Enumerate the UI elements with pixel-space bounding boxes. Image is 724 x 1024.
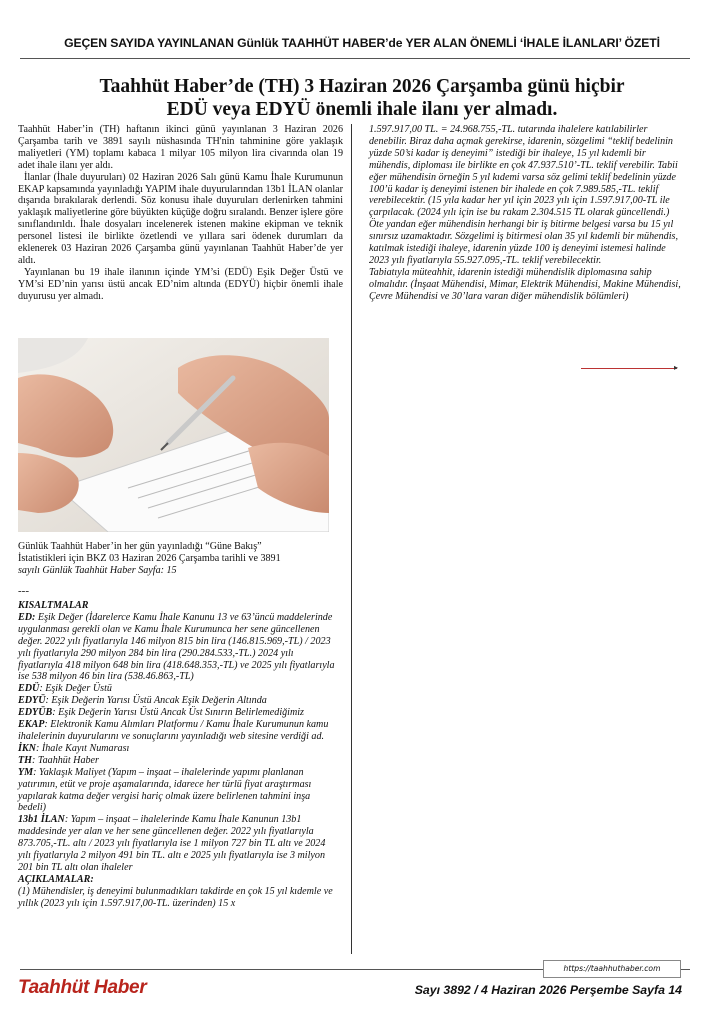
caption-line: sayılı Günlük Taahhüt Haber Sayfa: 15 bbox=[18, 564, 177, 576]
abbreviation-text: : Yapım – inşaat – ihalelerinde Kamu İhale Kanunun 13b1 maddesinde yer alan ve her sene güncellenen değer. 2022 yılı fiyatlarıyla 873.705,-TL. altı / 2023 yılı fiyatlarıyla ise 1 milyon 727 bin TL altı ve 2024 yılı fiyatlarıyla 2 milyon 491 bin TL. altı e 2025 yılı fiyatlarıyla ise 3 milyon 201 bin TL altı olan ihaleler bbox=[18, 814, 326, 873]
abbreviation-term: EDYÜB bbox=[18, 707, 53, 719]
abbreviation-item bbox=[18, 719, 338, 743]
continuation-rule bbox=[581, 368, 677, 369]
left-column-body bbox=[18, 124, 343, 303]
brand-logo: Taahhüt Haber bbox=[18, 977, 147, 998]
abbreviation-text: : Elektronik Kamu Alımları Platformu / Kamu İhale Kurumunun kamu ihalelerinin duyurularını ve sonuçlarını yayınladığı web sitesine verdiği ad. bbox=[18, 719, 329, 742]
abbreviation-text: : Eşik Değerin Yarısı Üstü Ancak Eşik Değerin Altında bbox=[45, 695, 267, 707]
abbreviation-term: YM bbox=[18, 766, 34, 778]
abbreviation-text: : İhale Kayıt Numarası bbox=[35, 742, 130, 754]
abbreviation-item bbox=[18, 814, 338, 874]
headline-line-1: Taahhüt Haber’de (TH) 3 Haziran 2026 Çarşamba günü hiçbir bbox=[99, 76, 625, 97]
abbreviation-term: EKAP bbox=[18, 719, 45, 731]
abbreviation-item bbox=[18, 695, 338, 707]
right-column-body bbox=[369, 124, 687, 303]
left-paragraph: Taahhüt Haber’in (TH) haftanın ikinci günü yayınlanan 3 Haziran 2026 Çarşamba tarih ve 3891 sayılı nüshasında TH'nin tahminine göre yaklaşık maliyetleri (YM) toplamı kabaca 1 milyar 105 milyon lira civarında olan 19 adet ihale ilanı yer aldı. bbox=[18, 124, 343, 171]
right-paragraph: Tabiatıyla müteahhit, idarenin istediği mühendislik diplomasına sahip olmalıdır. (İnşaat Mühendisi, Mimar, Elektrik Mühendisi, Makine Mühendisi, Çevre Mühendisi ve 30’lara varan diğer mühendislik bölümleri) bbox=[369, 266, 681, 302]
issue-info: Sayı 3892 / 4 Haziran 2026 Perşembe Sayfa 14 bbox=[414, 983, 682, 997]
abbreviation-term: EDÜ bbox=[18, 683, 40, 695]
website-link[interactable]: https://taahhuthaber.com bbox=[543, 960, 681, 978]
abbreviation-item bbox=[18, 743, 338, 755]
abbreviation-term: İKN bbox=[18, 742, 36, 754]
abbreviation-item bbox=[18, 612, 338, 683]
abbreviation-item bbox=[18, 755, 338, 767]
summary-bar-title: GEÇEN SAYIDA YAYINLANAN Günlük TAAHHÜT HABER’de YER ALAN ÖNEMLİ ‘İHALE İLANLARI’ ÖZETİ bbox=[64, 36, 660, 50]
abbreviation-item bbox=[18, 707, 338, 719]
right-paragraph: 1.597.917,00 TL. = 24.968.755,-TL. tutarında ihalelere katılabilirler denebilir. Biraz daha açmak gerekirse, idarenin, sözgelimi “teklif bedelinin yüzde 50’si kadar iş deneyimi” istediği bir ihaleye, 15 yıl kıdemli bir mühendis, diploması ile birlikte en çok 47.937.510’-TL. teklif verebilir. Tabii eğer mühendisin örneğin 5 yıl kıdemi varsa söz gelimi teklif bedelinin yüzde 100’ü kadar iş deneyimi istenen bir ihalede en çok 7.989.585,-TL. teklif verebilecektir. (15 yıla kadar her yıl için 2023 yılı için 1.597.917,00-TL ile çarpılacak. (2024 yılı için ise bu rakam 2.304.515 TL olarak güncellendi.) bbox=[369, 124, 678, 219]
explanation-text: (1) Mühendisler, iş deneyimi bulunmadıkları takdirde en çok 15 yıl kıdemle ve yıllık (2023 yılı için 1.597.917,00-TL. üzerinden) 15 x bbox=[18, 885, 333, 909]
abbreviation-term: TH bbox=[18, 754, 33, 766]
photo-caption bbox=[18, 541, 338, 577]
page-headline bbox=[40, 75, 684, 121]
abbreviations-title: KISALTMALAR bbox=[18, 600, 89, 611]
abbreviation-text: : Taahhüt Haber bbox=[32, 754, 99, 766]
abbreviation-text: : Eşik Değer Üstü bbox=[39, 683, 112, 695]
abbreviation-text: : Yaklaşık Maliyet (Yapım – inşaat – ihalelerinde yapımı planlanan yatırımın, etüt ve proje aşamalarında, idarece her türlü fiyat araştırması yapılarak katma değer vergisi hariç olmak üzere belirlenen tahmini inşa bedeli) bbox=[18, 766, 312, 814]
headline-line-2: EDÜ veya EDYÜ önemli ihale ilanı yer almadı. bbox=[166, 99, 558, 120]
explanations-title: AÇIKLAMALAR: bbox=[18, 873, 94, 885]
abbreviation-text: : Eşik Değerin Yarısı Üstü Ancak Üst Sınırın Belirlemediğimiz bbox=[52, 707, 304, 719]
right-paragraph: Öte yandan eğer mühendisin herhangi bir iş bitirme belgesi varsa bu 15 yıl sınırsız uzamaktadır. Sözgelimi iş bitirmesi olan 35 yıl kıdemli bir mühendis, katılmak istediği ihaleye, idarenin yüzde 100 iş deneyimi istemesi halinde 2023 yılı fiyatlarıyla 55.927.095,-TL. teklif verebilecektir. bbox=[369, 219, 678, 266]
caption-line: Günlük Taahhüt Haber’in her gün yayınladığı “Güne Bakış” bbox=[18, 541, 262, 552]
abbreviation-term: 13b1 İLAN bbox=[18, 814, 65, 826]
abbreviation-term: EDYÜ bbox=[18, 695, 46, 707]
column-divider bbox=[351, 124, 352, 954]
continuation-arrow-icon: ▸ bbox=[674, 363, 679, 372]
header-divider bbox=[20, 58, 690, 59]
left-paragraph: İlanlar (İhale duyuruları) 02 Haziran 2026 Salı günü Kamu İhale Kurumunun EKAP kapsamında yayınladığı YAPIM ihale duyurularından 13b1 İLAN olanlar dışarıda bırakılarak derlendi. Söz konusu ihale duyuruları derlenirken tahmini yaklaşık maliyetlerine göre büyükten küçüğe doğru sıralandı. Benzer işlere göre sınıflandırıldı. İhale dosyaları incelenerek istenen makine ekipman ve teknik personel listesi ile birlikte özetlendi ve yıllara sari ödenek durumları da eklenerek 03 Haziran 2026 Çarşamba günü yayınlanan Taahhüt Haber’de yer aldı. bbox=[18, 171, 343, 266]
abbreviation-text: Eşik Değer (İdarelerce Kamu İhale Kanunu 13 ve 63’üncü maddelerinde uygulanması gerekli olan ve Kamu İhale Kurumunca her sene güncellenen değer. 2022 yılı fiyatlarıyla 146 milyon 815 bin lira (146.815.969,-TL) / 2023 yılı fiyatlarıyla 290 milyon 284 bin lira (290.284.533,-TL.) 2024 yılı fiyatlarıyla 418 milyon 648 bin lira (418.648.353,-TL) ve 2025 yılı fiyatlarıyla ise 538 milyon 46 bin lira (538.46.863,-TL) bbox=[18, 611, 335, 683]
abbreviation-item bbox=[18, 767, 338, 815]
left-paragraph: Yayınlanan bu 19 ihale ilanının içinde YM’si (EDÜ) Eşik Değer Üstü ve YM’si ED’nin yarısı üstü ancak ED’nim altında (EDYÜ) hiçbir önemli ihale duyurusu yer almadı. bbox=[18, 266, 343, 302]
abbreviation-term: ED: bbox=[18, 611, 36, 623]
abbreviation-item bbox=[18, 683, 338, 695]
section-separator: --- bbox=[18, 585, 29, 597]
caption-line: İstatistikleri için BKZ 03 Haziran 2026 Çarşamba tarihli ve 3891 bbox=[18, 552, 281, 564]
abbreviations-section bbox=[18, 600, 338, 910]
handshake-document-photo bbox=[18, 338, 329, 532]
photo-illustration bbox=[18, 338, 329, 532]
